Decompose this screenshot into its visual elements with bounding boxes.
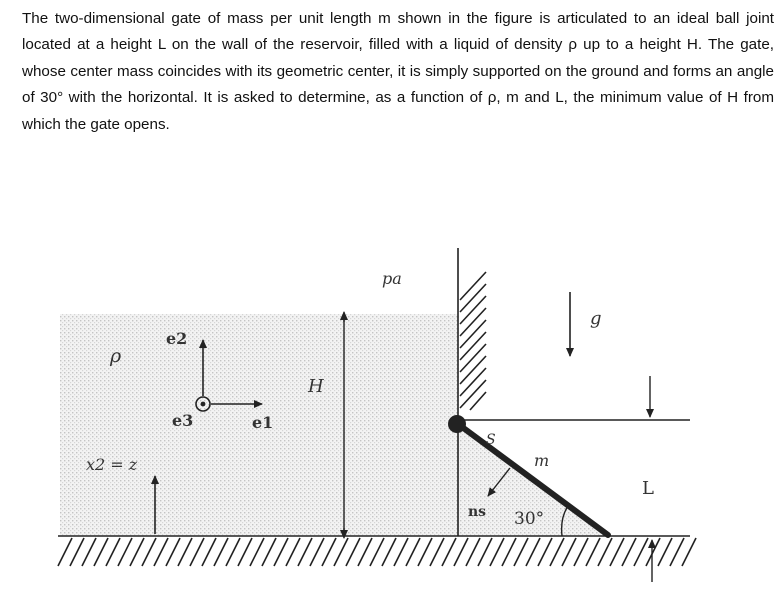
density-label: ρ bbox=[110, 345, 122, 367]
l-label: L bbox=[642, 478, 654, 499]
liquid-region bbox=[60, 314, 608, 536]
surface-s-label: S bbox=[486, 432, 496, 448]
e2-label: e2 bbox=[166, 329, 188, 348]
h-label: H bbox=[308, 376, 324, 397]
normal-ns-label: ns bbox=[468, 504, 487, 520]
e1-label: e1 bbox=[252, 413, 274, 432]
e3-dot bbox=[201, 402, 206, 407]
vertical-axis-label: x2 = z bbox=[86, 455, 138, 474]
e3-label: e3 bbox=[172, 411, 194, 430]
ground bbox=[58, 536, 696, 566]
gravity-label: g bbox=[590, 308, 602, 329]
mass-m-label: m bbox=[534, 451, 550, 470]
ball-joint bbox=[448, 415, 466, 433]
atmospheric-pressure-label: pa bbox=[382, 269, 402, 288]
angle-label: 30° bbox=[514, 509, 545, 529]
problem-statement: The two-dimensional gate of mass per unit length m shown in the figure is articulated to an ideal ball joint located at a height L on the wall of the reservoir, filled with a liquid of density ρ up to a height H. The gate, whose center mass coincides with its geometric center, it is simply supported on the ground and forms an angle of 30° with the horizontal. It is asked to determine, as a function of ρ, m and L, the minimum value of H from which the gate opens. bbox=[22, 10, 774, 133]
